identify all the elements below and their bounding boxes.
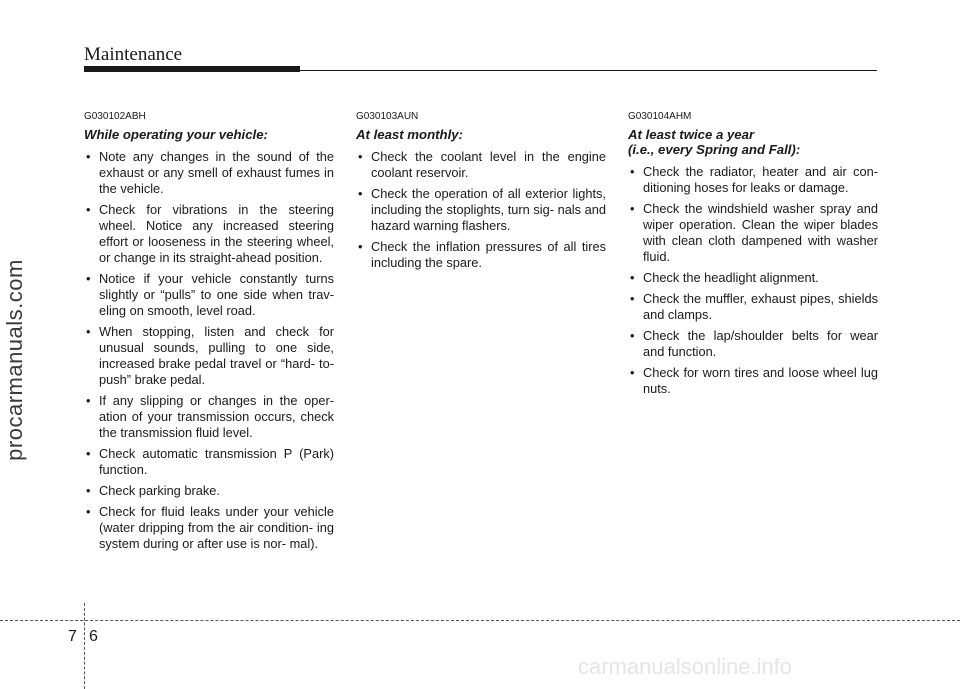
bullet-icon: • <box>630 164 635 179</box>
bullet-icon: • <box>630 365 635 380</box>
bullet-icon: • <box>358 149 363 164</box>
bottom-watermark: carmanualsonline.info <box>578 654 793 679</box>
list-item <box>84 446 334 478</box>
section-heading: While operating your vehicle: <box>84 127 268 142</box>
bullet-icon: • <box>358 239 363 254</box>
bullet-icon: • <box>86 324 91 339</box>
list-item <box>84 202 334 266</box>
bullet-icon: • <box>86 446 91 461</box>
list-item <box>628 365 878 397</box>
list-item-text: Check the windshield washer spray and wiper operation. Clean the wiper blades with clean cloth dampened with washer fluid. <box>643 201 878 264</box>
bullet-icon: • <box>86 202 91 217</box>
list-item-text: Check automatic transmission P (Park) function. <box>99 446 334 477</box>
list-item <box>356 149 606 181</box>
list-item-text: Notice if your vehicle constantly turns slightly or “pulls” to one side when trav- eling on smooth, level road. <box>99 271 334 318</box>
checklist <box>356 149 606 271</box>
list-item-text: If any slipping or changes in the oper- ation of your transmission occurs, check the transmission fluid level. <box>99 393 334 440</box>
list-item-text: Check for fluid leaks under your vehicle (water dripping from the air condition- ing system during or after use is nor- mal). <box>99 504 334 551</box>
footer-crop-line-horizontal <box>0 620 960 621</box>
list-item-text: Check the muffler, exhaust pipes, shields and clamps. <box>643 291 878 322</box>
list-item <box>356 186 606 234</box>
list-item <box>628 270 878 286</box>
bullet-icon: • <box>86 504 91 519</box>
bullet-icon: • <box>86 149 91 164</box>
section-code: G030102ABH <box>84 111 146 122</box>
page-number: 6 <box>89 628 98 645</box>
list-item <box>356 239 606 271</box>
section-heading: At least twice a year (i.e., every Spring and Fall): <box>628 127 801 157</box>
bullet-icon: • <box>630 201 635 216</box>
list-item-text: Check the coolant level in the engine coolant reservoir. <box>371 149 606 180</box>
list-item <box>628 328 878 360</box>
bullet-icon: • <box>358 186 363 201</box>
section-code: G030103AUN <box>356 111 419 122</box>
list-item <box>84 149 334 197</box>
column-while-operating <box>84 111 334 557</box>
list-item <box>628 291 878 323</box>
header-bar <box>84 66 300 72</box>
section-code: G030104AHM <box>628 111 692 122</box>
bullet-icon: • <box>630 270 635 285</box>
list-item <box>628 164 878 196</box>
list-item-text: Check for worn tires and loose wheel lug nuts. <box>643 365 878 396</box>
list-item <box>84 393 334 441</box>
side-watermark <box>0 180 30 540</box>
list-item <box>84 483 334 499</box>
list-item <box>84 324 334 388</box>
list-item-text: Check parking brake. <box>99 483 220 498</box>
bullet-icon: • <box>86 483 91 498</box>
list-item-text: Check for vibrations in the steering wheel. Notice any increased steering effort or looseness in the steering wheel, or change in its straight-ahead position. <box>99 202 334 265</box>
list-item-text: Check the radiator, heater and air con- ditioning hoses for leaks or damage. <box>643 164 878 195</box>
checklist <box>628 164 878 397</box>
bullet-icon: • <box>86 271 91 286</box>
list-item-text: Check the inflation pressures of all tires including the spare. <box>371 239 606 270</box>
list-item-text: Check the lap/shoulder belts for wear and function. <box>643 328 878 359</box>
column-monthly <box>356 111 606 276</box>
list-item-text: Check the headlight alignment. <box>643 270 819 285</box>
section-number: 7 <box>68 628 77 645</box>
list-item-text: Note any changes in the sound of the exhaust or any smell of exhaust fumes in the vehicle. <box>99 149 334 196</box>
page-title: Maintenance <box>84 44 183 65</box>
bullet-icon: • <box>86 393 91 408</box>
side-watermark-text: procarmanuals.com <box>2 259 27 461</box>
list-item-text: When stopping, listen and check for unusual sounds, pulling to one side, increased brake pedal travel or “hard- to-push” brake pedal. <box>99 324 334 387</box>
bullet-icon: • <box>630 291 635 306</box>
list-item <box>628 201 878 265</box>
bullet-icon: • <box>630 328 635 343</box>
list-item <box>84 271 334 319</box>
list-item <box>84 504 334 552</box>
column-twice-yearly <box>628 111 878 402</box>
footer-crop-line-vertical <box>84 603 85 689</box>
list-item-text: Check the operation of all exterior lights, including the stoplights, turn sig- nals and hazard warning flashers. <box>371 186 606 233</box>
section-heading: At least monthly: <box>356 127 463 142</box>
checklist <box>84 149 334 552</box>
header-rule <box>300 70 877 71</box>
